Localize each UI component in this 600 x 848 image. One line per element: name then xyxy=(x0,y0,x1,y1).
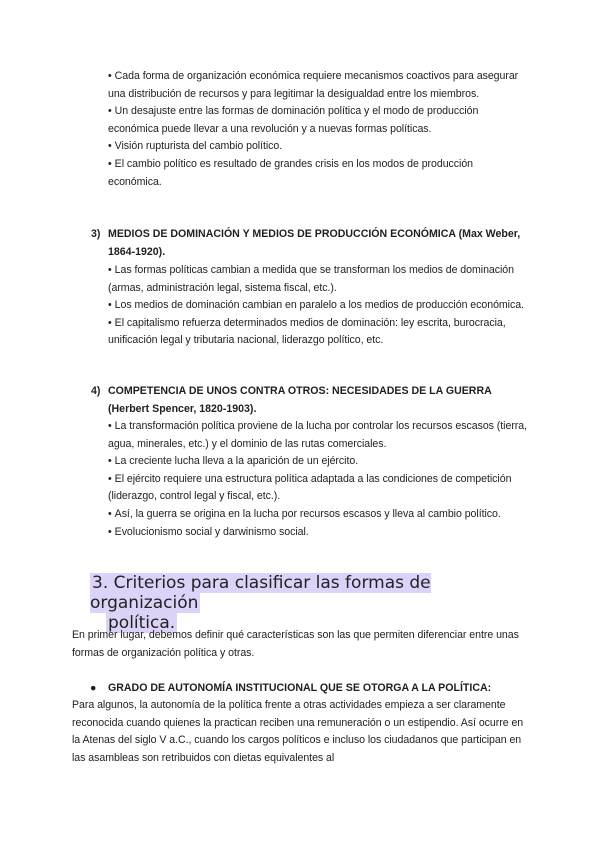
bullet-text: Un desajuste entre las formas de dominación política y el modo de producción económica puede llevar a una revolución y a nuevas formas políticas. xyxy=(108,105,479,135)
list-item: • El cambio político es resultado de grandes crisis en los modos de producción económica. xyxy=(108,157,474,188)
list-item: • Las formas políticas cambian a medida que se transforman los medios de dominación (armas, administración legal, sistema fiscal, etc.). xyxy=(108,264,514,294)
bullet-text: El ejército requiere una estructura política adaptada a las condiciones de competición (liderazgo, control legal y fiscal, etc.). xyxy=(108,472,512,503)
bullet-text: El capitalismo refuerza determinados medios de dominación: ley escrita, burocracia, unificación legal y tributaria nacional, liderazgo político, etc. xyxy=(108,316,506,347)
top-bullet-list xyxy=(108,68,528,191)
list-item: • La creciente lucha lleva a la aparición de un ejército. xyxy=(108,455,359,468)
section-heading xyxy=(90,573,530,633)
list-item: • Un desajuste entre las formas de dominación política y el modo de producción económica puede llevar a una revolución y a nuevas formas políticas. xyxy=(108,105,479,135)
list-item: • Evolucionismo social y darwinismo social. xyxy=(108,525,309,538)
criterion-paragraph: Para algunos, la autonomía de la política frente a otras actividades empieza a ser claramente reconocida cuando quienes la practican reciben una remuneración o un estipendio. Así ocurre en la Atenas del siglo V a.C., cuando los cargos políticos e incluso los ciudadanos que participan en las asambleas son retribuidos con dietas equivalentes al xyxy=(72,699,524,764)
list-item: • El ejército requiere una estructura política adaptada a las condiciones de competición (liderazgo, control legal y fiscal, etc.). xyxy=(108,472,512,503)
section-4-title: COMPETENCIA DE UNOS CONTRA OTROS: NECESIDADES DE LA GUERRA (Herbert Spencer, 1820-1903). xyxy=(108,385,492,415)
bullet-text: La creciente lucha lleva a la aparición de un ejército. xyxy=(114,455,359,468)
section-3-title: MEDIOS DE DOMINACIÓN Y MEDIOS DE PRODUCCIÓN ECONÓMICA (Max Weber, 1864-1920). xyxy=(108,228,521,258)
heading-line-1: 3. Criterios para clasificar las formas de organización xyxy=(90,573,431,613)
bullet-text: Así, la guerra se origina en la lucha por recursos escasos y lleva al cambio político. xyxy=(114,507,501,520)
list-item: • Los medios de dominación cambian en paralelo a los medios de producción económica. xyxy=(108,299,524,312)
criterion-title: GRADO DE AUTONOMÍA INSTITUCIONAL QUE SE OTORGA A LA POLÍTICA: xyxy=(108,682,492,694)
bullet-text: Visión rupturista del cambio político. xyxy=(114,140,283,153)
list-item: • El capitalismo refuerza determinados medios de dominación: ley escrita, burocracia, unificación legal y tributaria nacional, liderazgo político, etc. xyxy=(108,316,506,347)
section-3-number: 3) xyxy=(91,228,101,240)
list-item: • Visión rupturista del cambio político. xyxy=(108,140,283,153)
bullet-text: La transformación política proviene de la lucha por controlar los recursos escasos (tierra, agua, minerales, etc.) y el dominio de las rutas comerciales. xyxy=(108,420,528,450)
list-item: • Así, la guerra se origina en la lucha por recursos escasos y lleva al cambio político. xyxy=(108,507,501,520)
bullet-text: Los medios de dominación cambian en paralelo a los medios de producción económica. xyxy=(114,299,524,312)
section-4-number: 4) xyxy=(91,385,101,397)
bullet-text: El cambio político es resultado de grandes crisis en los modos de producción económica. xyxy=(108,157,474,188)
list-item: • Cada forma de organización económica requiere mecanismos coactivos para asegurar una distribución de recursos y para legitimar la desigualdad entre los miembros. xyxy=(108,70,519,100)
section-4-bullet-list xyxy=(108,418,528,541)
bullet-text: Evolucionismo social y darwinismo social. xyxy=(114,525,309,538)
section-3-bullet-list xyxy=(108,262,528,350)
heading-line-2: política. xyxy=(108,613,176,633)
list-item: • La transformación política proviene de la lucha por controlar los recursos escasos (tierra, agua, minerales, etc.) y el dominio de las rutas comerciales. xyxy=(108,420,528,450)
bullet-text: Las formas políticas cambian a medida que se transforman los medios de dominación (armas, administración legal, sistema fiscal, etc.). xyxy=(108,264,514,294)
intro-paragraph: En primer lugar, debemos definir qué características son las que permiten diferenciar entre unas formas de organización política y otras. xyxy=(72,629,519,659)
bullet-text: Cada forma de organización económica requiere mecanismos coactivos para asegurar una distribución de recursos y para legitimar la desigualdad entre los miembros. xyxy=(108,70,519,100)
criterion-bullet: ● xyxy=(90,682,97,694)
